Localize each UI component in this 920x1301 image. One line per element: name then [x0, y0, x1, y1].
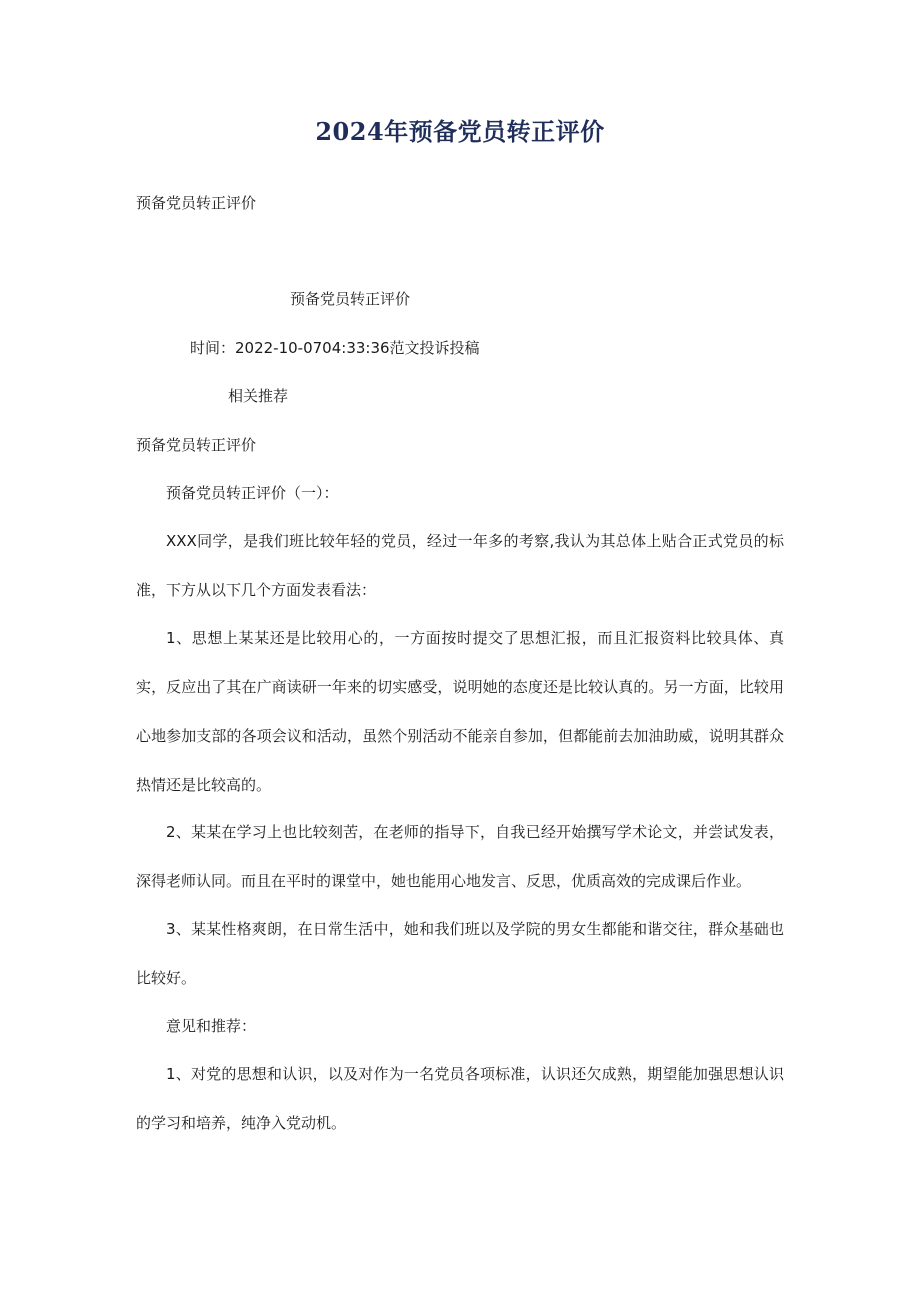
meta-line: 时间：2022-10-0704:33:36范文投诉投稿: [190, 339, 480, 357]
heading-center: 预备党员转正评价: [290, 290, 411, 308]
paragraph-2: 2、某某在学习上也比较刻苦，在老师的指导下，自我已经开始撰写学术论文，并尝试发表，深得老师认同。而且在平时的课堂中，她也能用心地发言、反思，优质高效的完成课后作业。: [136, 823, 784, 890]
sub-title: 预备党员转正评价（一）：: [166, 484, 339, 502]
related-label: 相关推荐: [228, 387, 289, 405]
paragraph-1: 1、思想上某某还是比较用心的，一方面按时提交了思想汇报，而且汇报资料比较具体、真实，反应出了其在广商读研一年来的切实感受，说明她的态度还是比较认真的。另一方面，比较用心地参加支部的各项会议和活动，虽然个别活动不能亲自参加，但都能前去加油助威，说明其群众热情还是比较高的。: [136, 629, 784, 794]
opinion-heading: 意见和推荐：: [166, 1017, 257, 1035]
heading-left: 预备党员转正评价: [136, 194, 257, 212]
paragraph-intro: XXX同学，是我们班比较年轻的党员，经过一年多的考察,我认为其总体上贴合正式党员的标准，下方从以下几个方面发表看法：: [136, 532, 784, 599]
opinion-1: 1、对党的思想和认识，以及对作为一名党员各项标准，认识还欠成熟，期望能加强思想认识的学习和培养，纯净入党动机。: [136, 1065, 784, 1132]
paragraph-3: 3、某某性格爽朗，在日常生活中，她和我们班以及学院的男女生都能和谐交往，群众基础也比较好。: [136, 920, 784, 987]
document-title: 2024年预备党员转正评价: [315, 117, 605, 146]
section-title: 预备党员转正评价: [136, 436, 257, 454]
